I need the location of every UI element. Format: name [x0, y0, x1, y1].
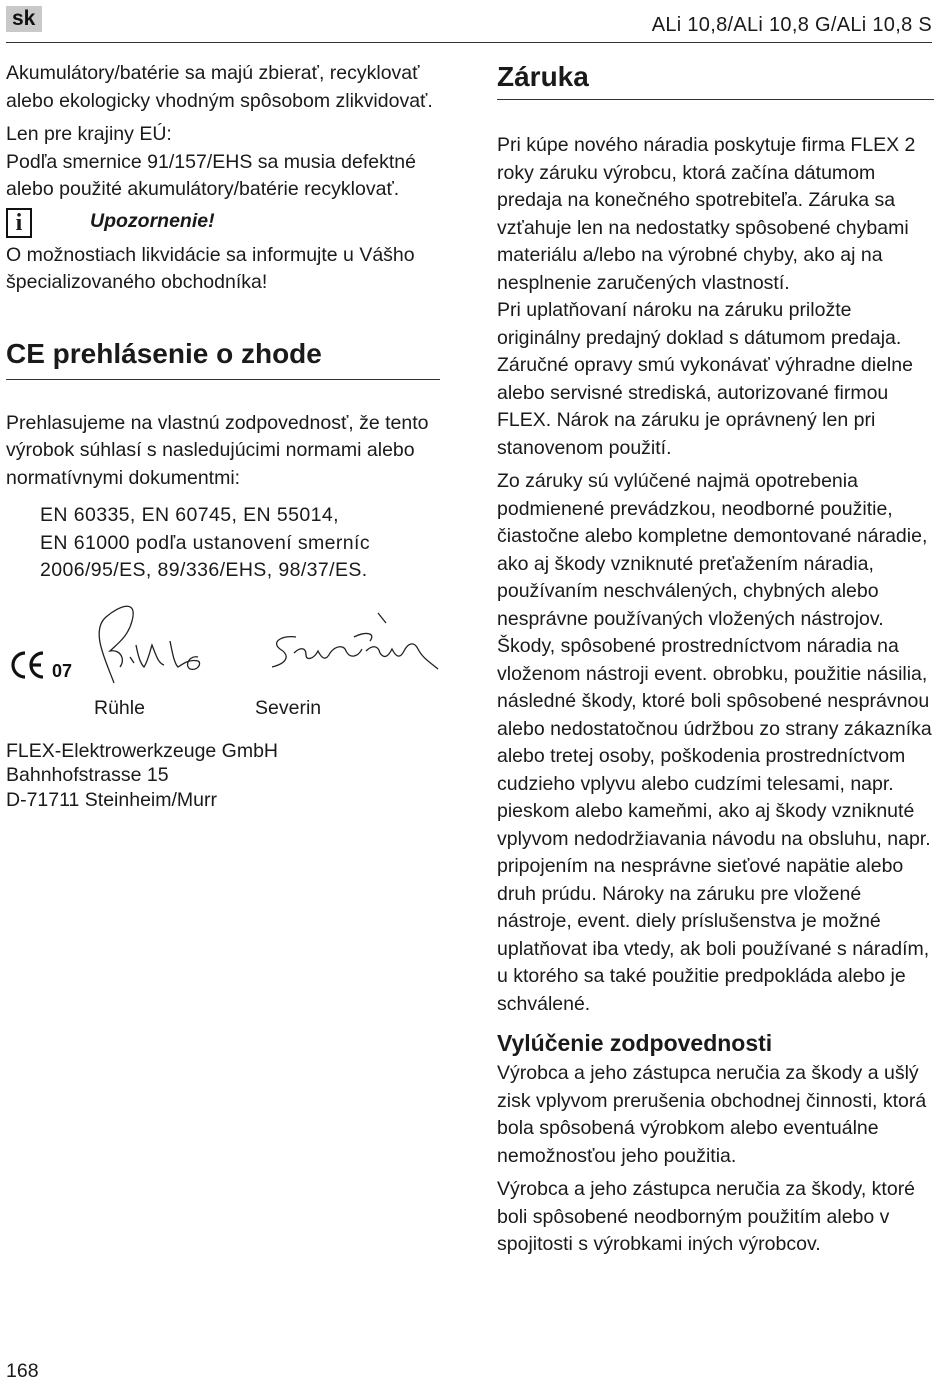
warranty-heading-rule [497, 99, 934, 100]
page-header [0, 0, 950, 44]
warranty-paragraph-3: Zo záruky sú vylúčené najmä opotrebenia podmienené prevádzkou, neodborné použitie, čiastočne alebo kompletne demontované náradie, ako aj škody vzniknuté preťažením náradia, používaním neschválených, chybných alebo nesprávne používaných vložených nástrojov. Škody, spôsobené prostredníctvom náradia na vloženom nástroji event. obrobku, použitie násilia, následné škody, ktoré boli spôsobené nesprávnou alebo nedostatočnou údržbou zo strany zákazníka alebo tretej osoby, poškodenia prostredníctvom cudzieho vplyvu alebo cudzími telesami, napr. pieskom alebo kameňmi, ako aj škody vzniknuté vplyvom nedodržiavania návodu na obsluhu, napr. pripojením na nesprávne sieťové napätie alebo druh prúdu. Nároky na záruku pre vložené nástroje, event. diely príslušenstva je možné uplatňovat iba vtedy, ak boli používané s náradím, u ktorého sa také použitie predpokláda alebo je schválené. [497, 470, 932, 1015]
language-tab: sk [6, 6, 42, 32]
warranty-paragraph-2: Pri uplatňovaní nároku na záruku priložte originálny predajný doklad s dátumom predaja. Záručné opravy smú vykonávať výhradne dielne alebo servisné strediská, autorizované firmou FLEX. Nárok na záruku je oprávnený len pri stanovenom použití. [497, 299, 913, 459]
disposal-text: Akumulátory/batérie sa majú zbierať, recyklovať alebo ekologicky vhodným spôsobom zlikvidovať. [6, 62, 433, 112]
company-name: FLEX-Elektrowerkzeuge GmbH [6, 739, 279, 762]
signature-severin [266, 601, 441, 676]
liability-paragraph-1: Výrobca a jeho zástupca neručia za škody a ušlý zisk vplyvom prerušenia obchodnej činnosti, ktorá bola spôsobená výrobkom alebo eventuálne nemožnosťou jeho použitia. [497, 1062, 927, 1167]
ce-mark [6, 647, 86, 683]
info-icon: i [6, 208, 32, 238]
company-city: D-71711 Steinheim/Murr [6, 788, 217, 811]
header-divider [6, 42, 932, 43]
norm-line: 2006/95/ES, 89/336/EHS, 98/37/ES. [40, 559, 368, 581]
warranty-paragraph-1: Pri kúpe nového náradia poskytuje firma FLEX 2 roky záruku výrobcu, ktorá začína dátumom predaja na konečného spotrebiteľa. Záruka sa vzťahuje len na nedostatky spôsobené chybami materiálu a/lebo na výrobné chyby, ako aj na nesplnenie zaručených vlastností. [497, 134, 916, 294]
page-number: 168 [6, 1360, 39, 1382]
ce-heading: CE prehlásenie o zhode [6, 337, 322, 369]
signatory-ruhle: Rühle [94, 696, 145, 719]
ce-year: 07 [52, 660, 73, 681]
norm-line: EN 60335, EN 60745, EN 55014, [40, 504, 339, 526]
signature-area [6, 601, 440, 751]
liability-heading: Vylúčenie zodpovednosti [497, 1030, 773, 1056]
left-column [6, 60, 440, 812]
company-street: Bahnhofstrasse 15 [6, 764, 169, 786]
note-text: O možnostiach likvidácie sa informujte u Vášho špecializovaného obchodníka! [6, 243, 415, 293]
liability-paragraph-2: Výrobca a jeho zástupca neručia za škody, ktoré boli spôsobené neodborným použitím alebo v spojitosti s výrobkami iných výrobcov. [497, 1178, 916, 1255]
model-title: ALi 10,8/ALi 10,8 G/ALi 10,8 S [651, 14, 932, 36]
signatory-severin: Severin [255, 696, 322, 719]
warranty-heading: Záruka [497, 61, 589, 92]
right-column [497, 60, 934, 1259]
note-title: Upozornenie! [90, 209, 215, 232]
norm-line: EN 61000 podľa ustanovení smerníc [40, 531, 370, 554]
ce-heading-rule [6, 379, 440, 380]
note-row [6, 208, 440, 242]
signature-ruhle [86, 601, 216, 691]
norms-list [40, 502, 440, 585]
eu-text: Podľa smernice 91/157/EHS sa musia defektné alebo použité akumulátory/batérie recyklovať. [6, 150, 416, 200]
ce-logo-icon [6, 647, 86, 683]
ce-intro: Prehlasujeme na vlastnú zodpovednosť, že tento výrobok súhlasí s nasledujúcimi normami alebo normatívnymi dokumentmi: [6, 411, 429, 489]
eu-label: Len pre krajiny EÚ: [6, 123, 172, 145]
